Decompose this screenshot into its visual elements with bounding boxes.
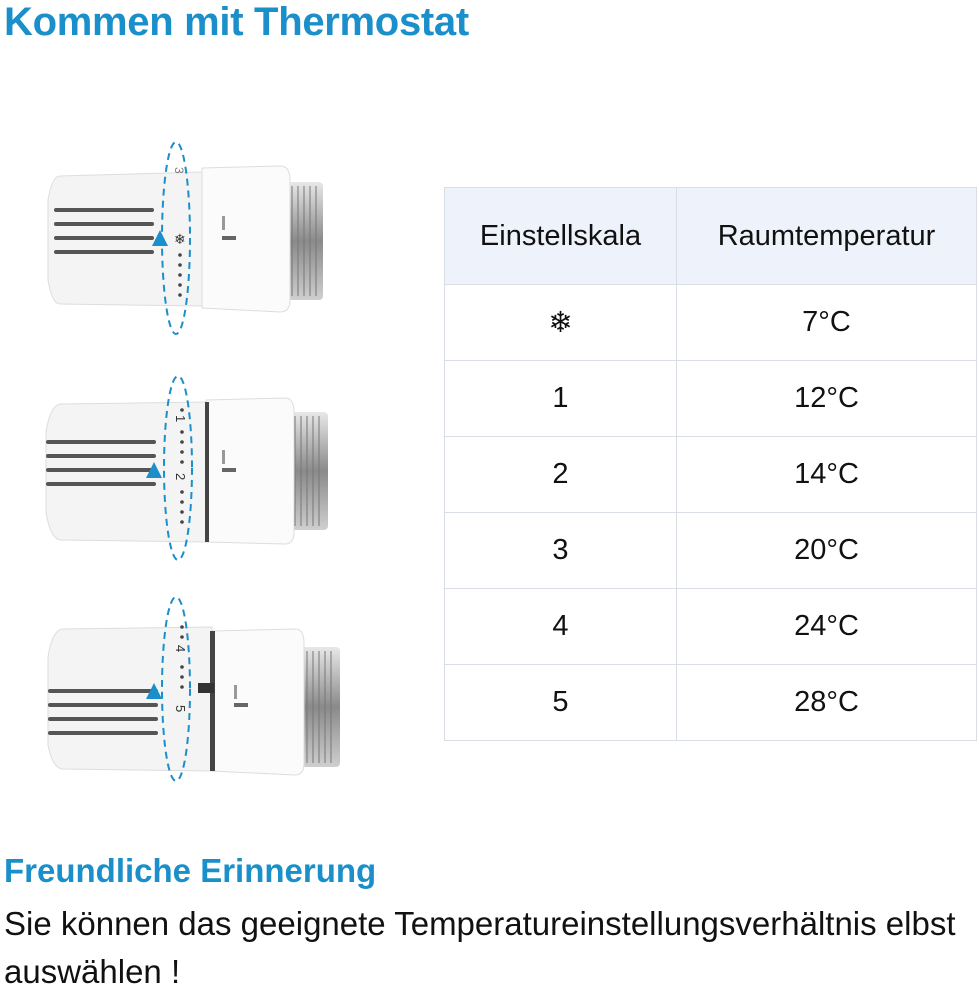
setting-snowflake-icon: ❄ [445, 285, 677, 361]
setting-cell: 1 [445, 361, 677, 437]
temperature-cell: 24°C [677, 589, 977, 665]
figure-mark-1: 1 [173, 415, 188, 423]
figure-mark-2: 2 [173, 473, 188, 481]
temperature-cell: 7°C [677, 285, 977, 361]
temperature-cell: 12°C [677, 361, 977, 437]
thermostat-head-4-5 [30, 595, 360, 795]
thermostat-head-snowflake [30, 140, 360, 340]
figure-mark-5: 5 [173, 705, 188, 713]
figure-mark-4: 4 [173, 645, 188, 653]
table-row [445, 361, 977, 437]
thermostat-head-1-2 [30, 372, 360, 572]
column-header-room-temperature: Raumtemperatur [677, 188, 977, 285]
table-row [445, 437, 977, 513]
reminder-heading: Freundliche Erinnerung [4, 852, 377, 889]
page-title: Kommen mit Thermostat [4, 0, 469, 44]
column-header-scale: Einstellskala [445, 188, 677, 285]
setting-cell: 3 [445, 513, 677, 589]
figure-mark-snowflake: ❄ [174, 231, 186, 247]
table-row [445, 665, 977, 741]
temperature-cell: 14°C [677, 437, 977, 513]
temperature-cell: 20°C [677, 513, 977, 589]
table-row [445, 285, 977, 361]
setting-cell: 5 [445, 665, 677, 741]
temperature-scale-table [444, 187, 977, 741]
table-row [445, 589, 977, 665]
setting-cell: 2 [445, 437, 677, 513]
table-header-row [445, 188, 977, 285]
svg-text:3: 3 [172, 167, 186, 174]
temperature-cell: 28°C [677, 665, 977, 741]
setting-cell: 4 [445, 589, 677, 665]
table-row [445, 513, 977, 589]
reminder-text: Sie können das geeignete Temperatureinstellungsverhältnis elbst auswählen ! [4, 905, 956, 990]
